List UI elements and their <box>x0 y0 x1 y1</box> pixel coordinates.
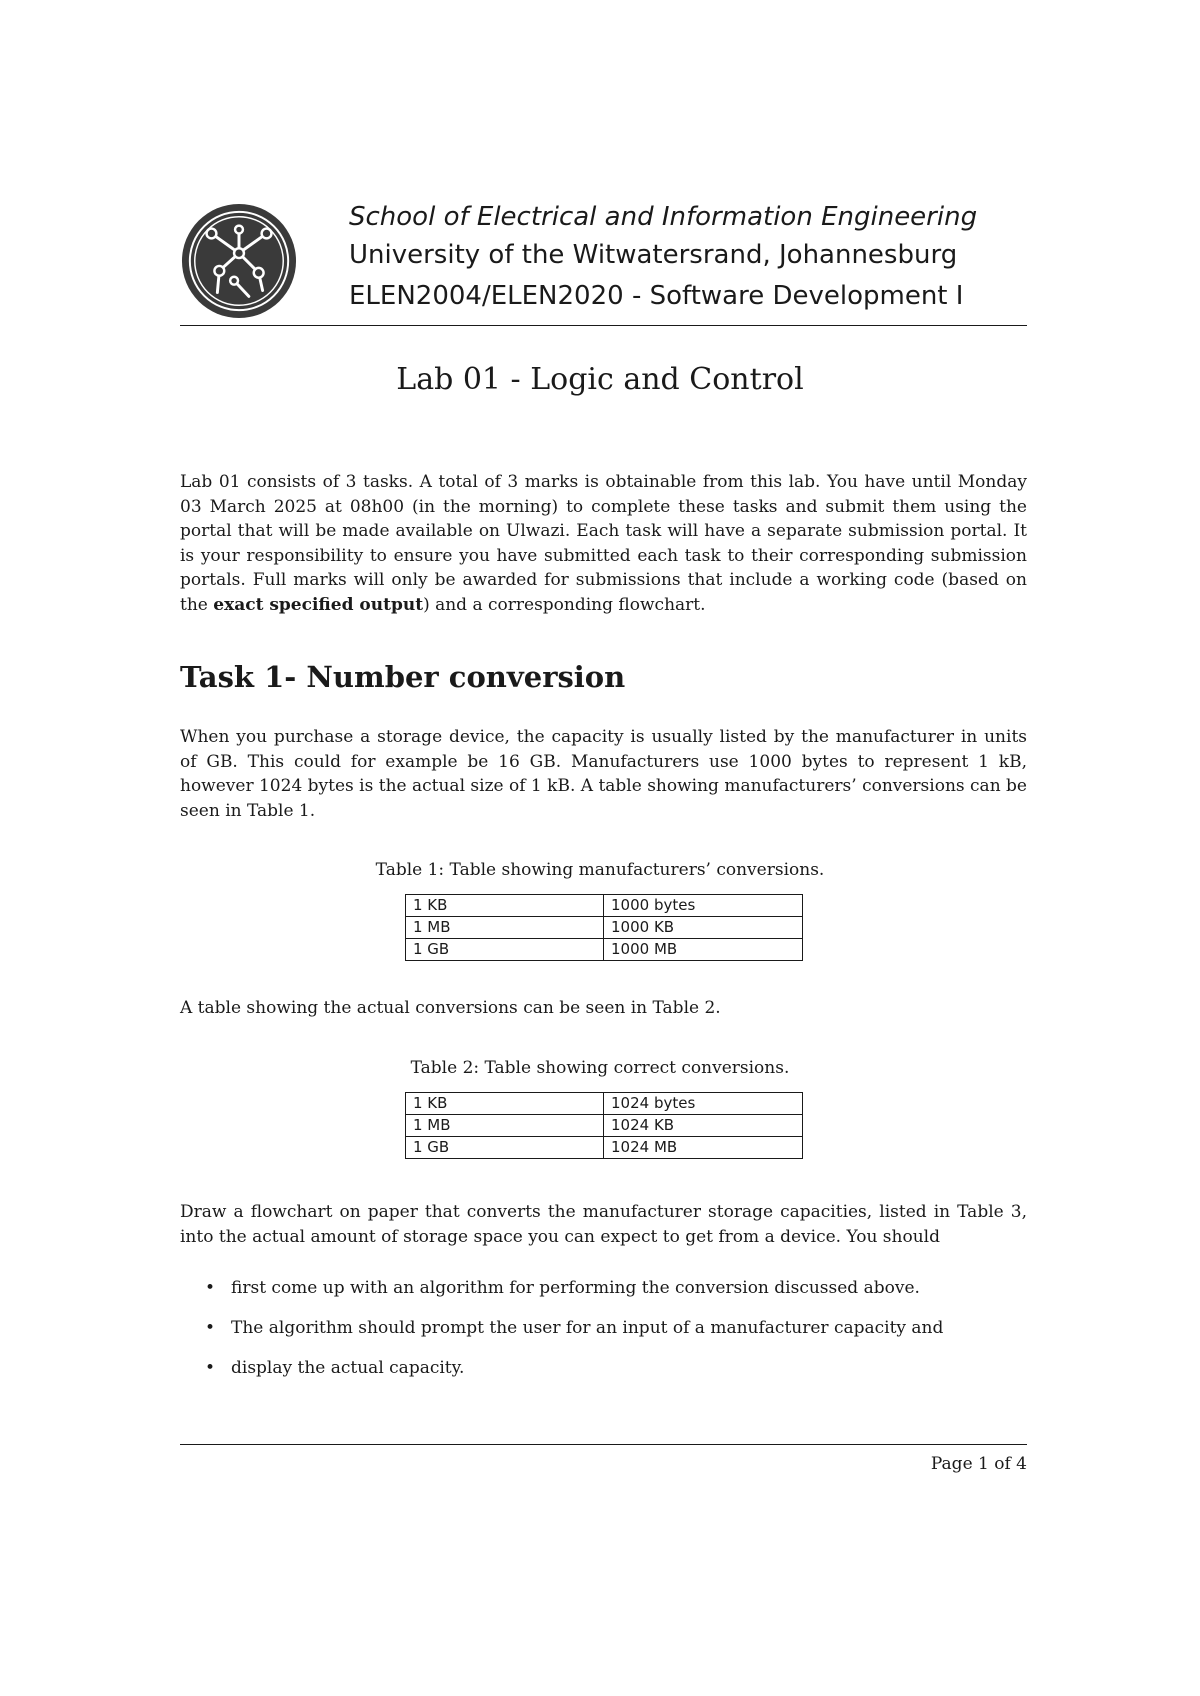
table-row <box>406 939 803 961</box>
table-cell: 1 KB <box>406 895 604 917</box>
bullet-icon: • <box>205 1318 216 1338</box>
university-logo <box>180 202 298 320</box>
table-row <box>406 1137 803 1159</box>
footer-rule <box>180 1444 1027 1445</box>
table-cell: 1000 MB <box>604 939 803 961</box>
list-item <box>205 1316 1025 1356</box>
page-number: Page 1 of 4 <box>930 1454 1027 1474</box>
list-item <box>205 1356 1025 1396</box>
table2 <box>405 1092 803 1159</box>
list-item-text: The algorithm should prompt the user for an input of a manufacturer capacity and <box>231 1318 944 1338</box>
task1-paragraph: When you purchase a storage device, the capacity is usually listed by the manufacturer in units of GB. This could for example be 16 GB. Manufacturers use 1000 bytes to represent 1 kB, however 1024 bytes is the actual size of 1 kB. A table showing manufacturers’ conversions can be seen in Table 1. <box>180 727 1027 821</box>
course-name: ELEN2004/ELEN2020 - Software Development I <box>349 281 964 311</box>
instruction-list <box>205 1276 1025 1396</box>
table-cell: 1000 bytes <box>604 895 803 917</box>
list-item <box>205 1276 1025 1316</box>
table1-caption: Table 1: Table showing manufacturers’ conversions. <box>375 860 825 880</box>
table1 <box>405 894 803 961</box>
table-cell: 1000 KB <box>604 917 803 939</box>
table2-caption: Table 2: Table showing correct conversions. <box>410 1058 790 1078</box>
bullet-icon: • <box>205 1278 216 1298</box>
table-cell: 1024 KB <box>604 1115 803 1137</box>
table-row <box>406 1093 803 1115</box>
table-cell: 1 MB <box>406 1115 604 1137</box>
list-item-text: display the actual capacity. <box>231 1358 465 1378</box>
task1-heading: Task 1- Number conversion <box>180 660 626 694</box>
table-row <box>406 917 803 939</box>
header-rule <box>180 325 1027 326</box>
table-cell: 1 KB <box>406 1093 604 1115</box>
table-cell: 1 GB <box>406 1137 604 1159</box>
table-row <box>406 895 803 917</box>
flowchart-instructions: Draw a flowchart on paper that converts the manufacturer storage capacities, listed in Table 3, into the actual amount of storage space you can expect to get from a device. You should <box>180 1202 1027 1247</box>
intro-paragraph <box>180 470 1027 617</box>
page-title: Lab 01 - Logic and Control <box>396 362 804 397</box>
school-name: School of Electrical and Information Engineering <box>349 202 978 232</box>
table-row <box>406 1115 803 1137</box>
table-cell: 1024 MB <box>604 1137 803 1159</box>
university-name: University of the Witwatersrand, Johannesburg <box>349 240 958 270</box>
bullet-icon: • <box>205 1358 216 1378</box>
intro-text-end: ) and a corresponding flowchart. <box>423 594 706 615</box>
table-cell: 1024 bytes <box>604 1093 803 1115</box>
table-cell: 1 GB <box>406 939 604 961</box>
list-item-text: first come up with an algorithm for performing the conversion discussed above. <box>231 1278 920 1298</box>
table-cell: 1 MB <box>406 917 604 939</box>
intro-bold-text: exact specified output <box>213 594 424 615</box>
intro-text: Lab 01 consists of 3 tasks. A total of 3 marks is obtainable from this lab. You have until Monday 03 March 2025 at 08h00 (in the morning) to complete these tasks and submit them using the portal that will be made available on Ulwazi. Each task will have a separate submission portal. It is your responsibility to ensure you have submitted each task to their corresponding submission portals. Full marks will only be awarded for submissions that include a working code (based on the <box>180 472 1027 615</box>
table2-intro: A table showing the actual conversions can be seen in Table 2. <box>180 998 721 1018</box>
